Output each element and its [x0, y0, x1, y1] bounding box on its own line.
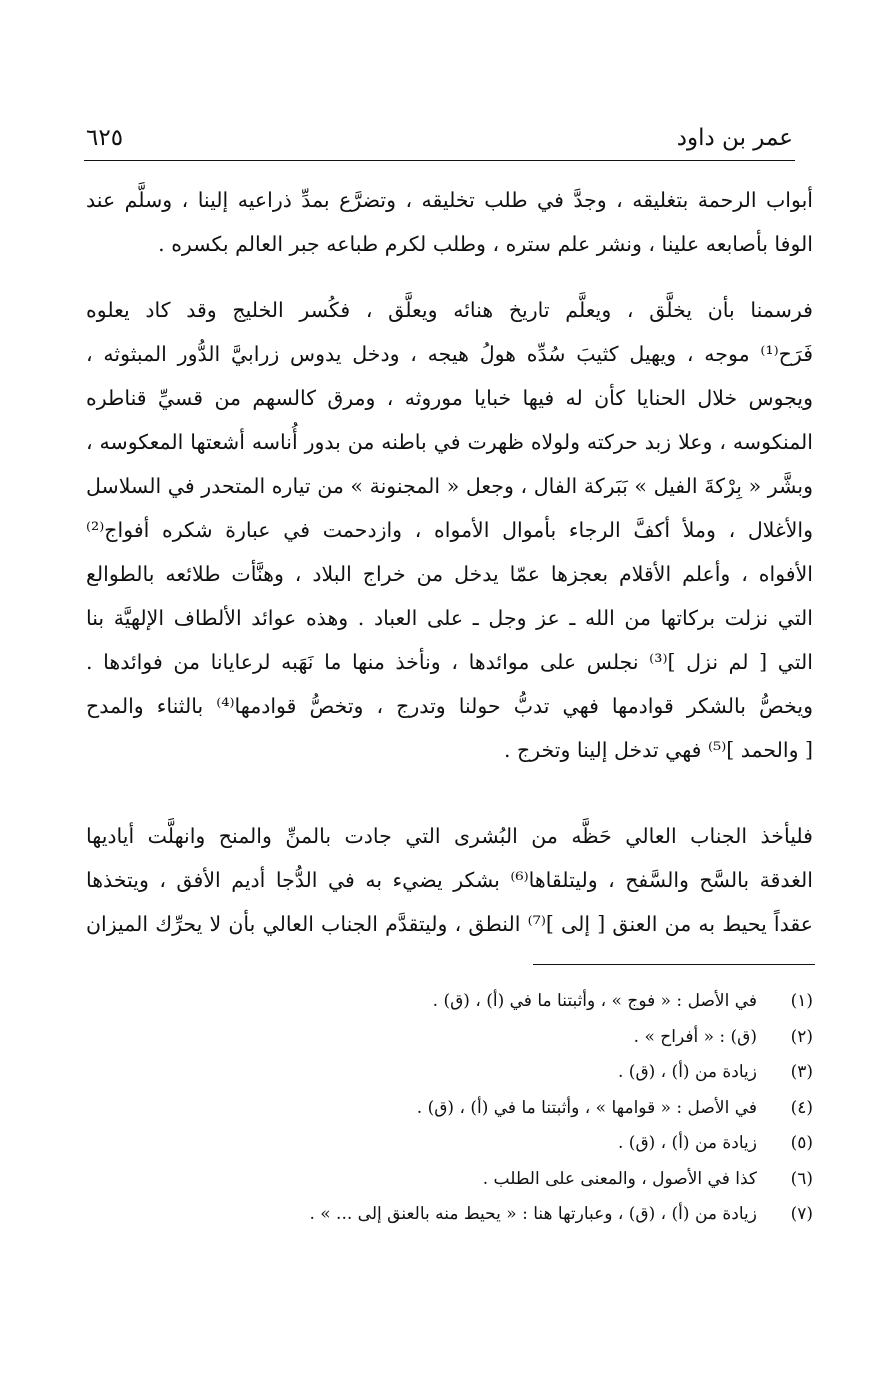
- footnote-text: زيادة من (أ) ، (ق) .: [618, 1062, 757, 1082]
- text-line: فرسمنا بأن يخلَّق ، ويعلَّم تاريخ هنائه ويعلَّق ، فكُسر الخليج وقد كاد يعلوه: [86, 298, 813, 322]
- footnote-number: (٧): [790, 1204, 813, 1224]
- text-line: ويخصُّ بالشكر قوادمها فهي تدبُّ حولنا وتدرج ، وتخصُّ قوادمها⁽⁴⁾ بالثناء والمدح: [86, 694, 813, 718]
- paragraph-gap: [86, 266, 813, 288]
- text-line: التي نزلت بركاتها من الله ـ عز وجل ـ على العباد . وهذه عوائد الألطاف الإلهيَّة بنا: [86, 606, 813, 630]
- main-text: [86, 178, 813, 946]
- running-head: [86, 118, 793, 158]
- text-line: ويجوس خلال الحنايا كأن له فيها خبايا موروثه ، ومرق كالسهم من قسيِّ قناطره: [86, 386, 814, 410]
- footnote-number: (٥): [790, 1133, 813, 1153]
- footnote-2: [113, 1020, 813, 1056]
- footnote-7: [113, 1197, 813, 1233]
- footnotes: [113, 984, 813, 1233]
- footnote-1: [113, 984, 813, 1020]
- text-line: الأفواه ، وأعلم الأقلام بعجزها عمّا يدخل من خراج البلاد ، وهنَّأت طلائعه بالطوالع: [86, 562, 813, 586]
- paragraph-2: [86, 288, 813, 772]
- footnote-text: كذا في الأصول ، والمعنى على الطلب .: [482, 1168, 757, 1189]
- footnote-5: [113, 1126, 813, 1162]
- text-line: فَرَح⁽¹⁾ موجه ، ويهيل كثيبَ سُدِّه هولُ هيجه ، ودخل يدوس زرابيَّ الدُّور المبثوثه ،: [86, 342, 813, 366]
- footnote-number: (١): [790, 991, 813, 1011]
- running-title: عمر بن داود: [676, 125, 793, 151]
- paragraph-3: [86, 814, 813, 946]
- text-line: فليأخذ الجناب العالي حَظَّه من البُشرى التي جادت بالمنِّ والمنح وانهلَّت أياديها: [86, 824, 813, 848]
- paragraph-1: [86, 178, 813, 266]
- text-line: الغدقة بالسَّح والسَّفح ، وليتلقاها⁽⁶⁾ بشكر يضيء به في الدُّجا أديم الأفق ، ويتخذها: [86, 868, 814, 892]
- text-line: والأغلال ، وملأ أكفَّ الرجاء بأموال الأمواه ، وازدحمت في عبارة شكره أفواج⁽²⁾: [86, 518, 813, 542]
- text-line: عقداً يحيط به من العنق [ إلى ]⁽⁷⁾ النطق ، وليتقدَّم الجناب العالي بأن لا يحرِّك الميزان: [86, 912, 813, 936]
- text-line: أبواب الرحمة بتغليقه ، وجدَّ في طلب تخليقه ، وتضرَّع بمدِّ ذراعيه إلينا ، وسلَّم عند: [86, 188, 813, 212]
- footnote-3: [113, 1055, 813, 1091]
- footnote-text: (ق) : « أفراح » .: [633, 1026, 757, 1047]
- footnote-text: زيادة من (أ) ، (ق) .: [618, 1133, 757, 1153]
- footnote-number: (٦): [790, 1168, 813, 1189]
- footnote-number: (٤): [790, 1097, 813, 1118]
- text-line: [ والحمد ]⁽⁵⁾ فهي تدخل إلينا وتخرج .: [503, 738, 813, 762]
- text-line: التي [ لم نزل ]⁽³⁾ نجلس على موائدها ، ونأخذ منها ما نَهَبه لرعايانا من فوائدها .: [86, 650, 813, 674]
- page-number: ٦٢٥: [86, 125, 124, 151]
- footnote-rule: [533, 964, 815, 965]
- footnote-text: في الأصل : « فوج » ، وأثبتنا ما في (أ) ، (ق) .: [432, 991, 757, 1011]
- footnote-text: زيادة من (أ) ، (ق) ، وعبارتها هنا : « يحيط منه بالعنق إلى ... » .: [309, 1204, 757, 1224]
- footnote-4: [113, 1091, 813, 1127]
- header-rule: [84, 160, 795, 161]
- footnote-number: (٢): [790, 1026, 813, 1047]
- paragraph-gap: [86, 772, 813, 814]
- footnote-number: (٣): [790, 1062, 813, 1082]
- text-line: الوفا بأصابعه علينا ، ونشر علم ستره ، وطلب لكرم طباعه جبر العالم بكسره .: [158, 232, 813, 256]
- text-line: المنكوسه ، وعلا زبد حركته ولولاه ظهرت في باطنه من بدور أُناسه أشعتها المعكوسه ،: [86, 430, 813, 454]
- footnote-6: [113, 1162, 813, 1198]
- text-line: وبشَّر « بِرْكةَ الفيل » بَبَركة الفال ، وجعل « المجنونة » من تياره المتحدر في السلاسل: [86, 474, 813, 498]
- footnote-text: في الأصل : « قوامها » ، وأثبتنا ما في (أ) ، (ق) .: [416, 1097, 757, 1118]
